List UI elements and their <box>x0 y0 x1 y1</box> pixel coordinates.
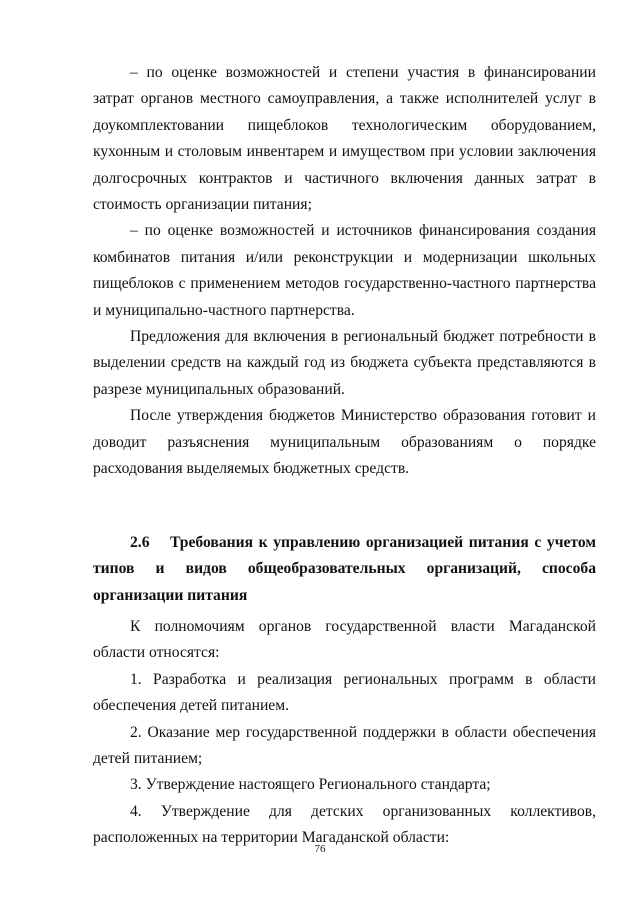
list-item-2: 2. Оказание мер государственной поддержки в области обеспечения детей питанием; <box>93 723 596 767</box>
list-item-1: 1. Разработка и реализация региональных программ в области обеспечения детей питанием. <box>93 670 596 715</box>
section-title: Требования к управлению организацией питания с учетом типов и видов общеобразовательных организаций, способа организации питания <box>93 533 596 605</box>
paragraph-funding-assessment: – по оценке возможностей и степени участия в финансировании затрат органов местного самоуправления, а также исполнителей услуг в доукомплектовании пищеблоков технологическим оборудованием, кухонным и столовым инвентарем и имуществом при условии заключения долгосрочных контрактов и частичного включения данных затрат в стоимость организации питания; <box>93 64 596 214</box>
section-number: 2.6 <box>130 533 150 551</box>
list-item-4: 4. Утверждение для детских организованных коллективов, расположенных на территории Магаданской области: <box>93 802 596 847</box>
paragraph-authorities-intro: К полномочиям органов государственной власти Магаданской области относятся: <box>93 617 596 662</box>
document-page <box>93 60 596 852</box>
list-item-3: 3. Утверждение настоящего Регионального стандарта; <box>130 776 491 794</box>
page-number: 76 <box>314 843 326 855</box>
paragraph-ministry-explanations: После утверждения бюджетов Министерство образования готовит и доводит разъяснения муниципальным образованиям о порядке расходования выделяемых бюджетных средств. <box>93 407 596 478</box>
section-heading <box>93 530 596 610</box>
paragraph-budget-proposals: Предложения для включения в региональный бюджет потребности в выделении средств на каждый год из бюджета субъекта представляются в разрезе муниципальных образований. <box>93 328 596 398</box>
paragraph-catering-plants: – по оценке возможностей и источников финансирования создания комбинатов питания и/или реконструкции и модернизации школьных пищеблоков с применением методов государственно-частного партнерства и муниципально-частного партнерства. <box>93 222 596 319</box>
